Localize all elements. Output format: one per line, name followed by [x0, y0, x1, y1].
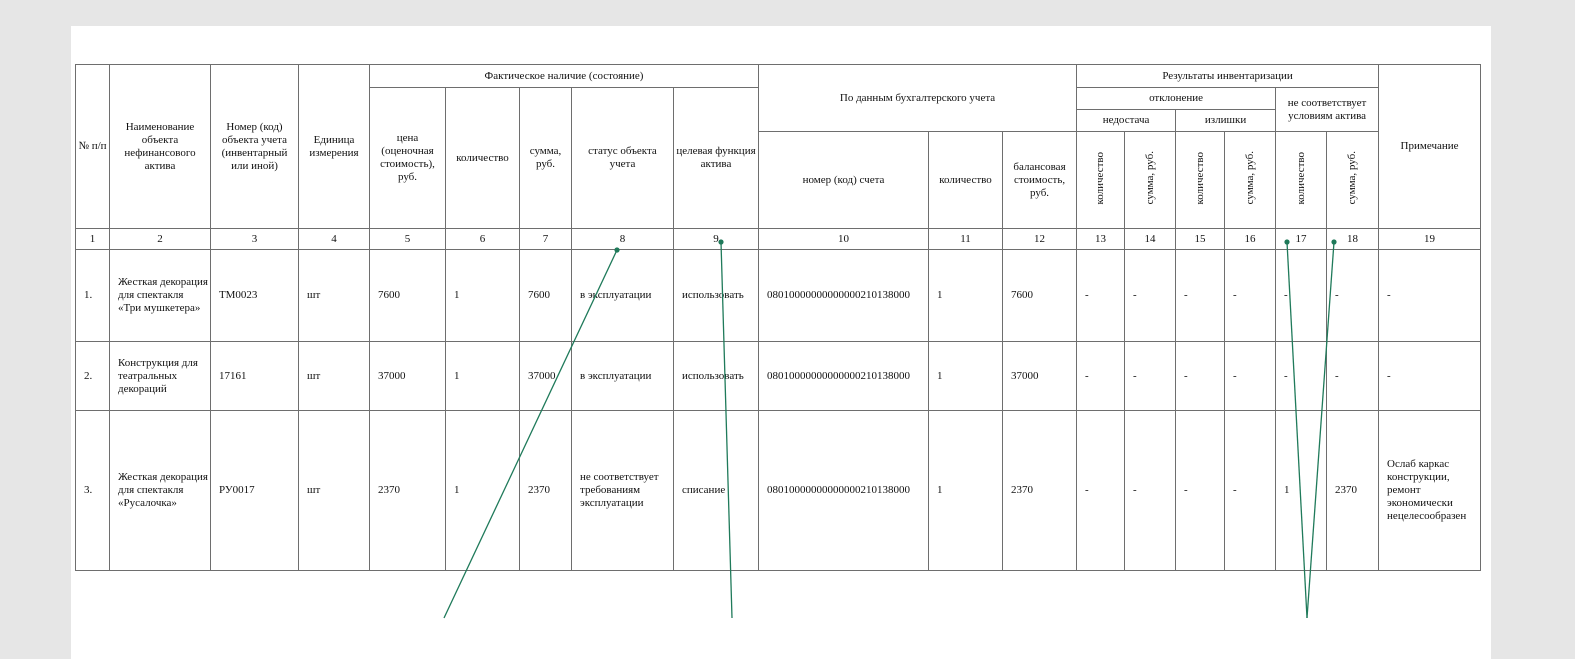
column-number-cell: 19: [1379, 229, 1481, 250]
table-cell: -: [1176, 342, 1225, 411]
header-cell-vertical: [1077, 132, 1125, 229]
header-cell: статус объекта учета: [572, 88, 674, 229]
column-number-cell: 15: [1176, 229, 1225, 250]
column-number-cell: 1: [76, 229, 110, 250]
header-group-fact: Фактическое наличие (состояние): [370, 65, 759, 88]
table-cell: Жесткая декорация для спектакля «Русалочка»: [110, 411, 211, 571]
table-cell: Жесткая декорация для спектакля «Три мушкетера»: [110, 250, 211, 342]
table-cell: 7600: [1003, 250, 1077, 342]
header-cell-vertical: [1125, 132, 1176, 229]
vertical-label: сумма, руб.: [1346, 151, 1359, 205]
vertical-label: количество: [1193, 151, 1206, 205]
header-cell: номер (код) счета: [759, 132, 929, 229]
table-cell: 1: [929, 342, 1003, 411]
table-cell: -: [1077, 411, 1125, 571]
column-number-cell: 16: [1225, 229, 1276, 250]
table-cell: использовать: [674, 342, 759, 411]
column-number-cell: 3: [211, 229, 299, 250]
table-cell: 2370: [1003, 411, 1077, 571]
table-cell: шт: [299, 411, 370, 571]
table-cell: 7600: [370, 250, 446, 342]
table-cell: 2370: [370, 411, 446, 571]
table-cell: -: [1276, 250, 1327, 342]
header-cell: количество: [446, 88, 520, 229]
table-cell: РУ0017: [211, 411, 299, 571]
header-cell: цена (оценочная стоимость), руб.: [370, 88, 446, 229]
column-number-cell: 17: [1276, 229, 1327, 250]
column-number-cell: 4: [299, 229, 370, 250]
table-cell: 7600: [520, 250, 572, 342]
column-number-cell: 8: [572, 229, 674, 250]
table-cell: Конструкция для театральных декораций: [110, 342, 211, 411]
header-group-results: Результаты инвентаризации: [1077, 65, 1379, 88]
table-cell: 1: [446, 250, 520, 342]
table-cell: -: [1225, 342, 1276, 411]
column-number-cell: 13: [1077, 229, 1125, 250]
vertical-label: сумма, руб.: [1143, 151, 1156, 205]
header-cell: сумма, руб.: [520, 88, 572, 229]
table-cell: 37000: [520, 342, 572, 411]
document-page: [71, 26, 1491, 659]
table-cell: 08010000000000000210138000: [759, 250, 929, 342]
table-cell: в эксплуатации: [572, 342, 674, 411]
table-cell: 08010000000000000210138000: [759, 411, 929, 571]
table-cell: -: [1125, 411, 1176, 571]
table-cell: 37000: [1003, 342, 1077, 411]
header-group-shortage: недостача: [1077, 110, 1176, 132]
table-cell: -: [1077, 250, 1125, 342]
header-group-deviation: отклонение: [1077, 88, 1276, 110]
table-row: [76, 250, 1481, 342]
table-cell: 1: [929, 411, 1003, 571]
table-cell: 1: [1276, 411, 1327, 571]
table-cell: 2370: [1327, 411, 1379, 571]
header-cell: Номер (код) объекта учета (инвентарный или иной): [211, 65, 299, 229]
column-number-cell: 18: [1327, 229, 1379, 250]
vertical-label: сумма, руб.: [1243, 151, 1256, 205]
vertical-label: количество: [1294, 151, 1307, 205]
header-cell-vertical: [1225, 132, 1276, 229]
inventory-table: [75, 64, 1481, 571]
table-cell: ТМ0023: [211, 250, 299, 342]
table-header: [76, 65, 1481, 250]
table-cell: -: [1225, 250, 1276, 342]
table-cell: -: [1276, 342, 1327, 411]
table-cell: 17161: [211, 342, 299, 411]
table-cell: 08010000000000000210138000: [759, 342, 929, 411]
table-cell: 2.: [76, 342, 110, 411]
table-cell: -: [1176, 250, 1225, 342]
header-cell-vertical: [1176, 132, 1225, 229]
header-cell-vertical: [1327, 132, 1379, 229]
column-number-cell: 11: [929, 229, 1003, 250]
table-cell: не соответствует требованиям эксплуатации: [572, 411, 674, 571]
table-cell: -: [1125, 250, 1176, 342]
table-cell: 1: [929, 250, 1003, 342]
header-group-accounting: По данным бухгалтерского учета: [759, 65, 1077, 132]
table-cell: 1.: [76, 250, 110, 342]
table-cell: шт: [299, 250, 370, 342]
header-group-mismatch: не соответствует условиям актива: [1276, 88, 1379, 132]
table-cell: -: [1379, 342, 1481, 411]
column-number-cell: 9: [674, 229, 759, 250]
table-cell: Ослаб каркас конструкции, ремонт экономически нецелесообразен: [1379, 411, 1481, 571]
header-cell: целевая функция актива: [674, 88, 759, 229]
column-number-cell: 7: [520, 229, 572, 250]
header-cell: № п/п: [76, 65, 110, 229]
table-cell: в эксплуатации: [572, 250, 674, 342]
table-cell: 1: [446, 342, 520, 411]
header-cell: балансовая стоимость, руб.: [1003, 132, 1077, 229]
table-row: [76, 342, 1481, 411]
column-number-cell: 5: [370, 229, 446, 250]
column-number-cell: 12: [1003, 229, 1077, 250]
table-cell: 37000: [370, 342, 446, 411]
table-cell: списание: [674, 411, 759, 571]
column-number-cell: 6: [446, 229, 520, 250]
table-cell: -: [1225, 411, 1276, 571]
column-number-cell: 14: [1125, 229, 1176, 250]
column-number-cell: 10: [759, 229, 929, 250]
table-cell: 3.: [76, 411, 110, 571]
table-body: [76, 250, 1481, 571]
column-number-cell: 2: [110, 229, 211, 250]
header-cell-vertical: [1276, 132, 1327, 229]
header-cell: Наименование объекта нефинансового актива: [110, 65, 211, 229]
table-cell: использовать: [674, 250, 759, 342]
table-cell: -: [1327, 250, 1379, 342]
table-cell: 1: [446, 411, 520, 571]
table-cell: 2370: [520, 411, 572, 571]
table-cell: -: [1379, 250, 1481, 342]
column-numbers-row: [76, 229, 1481, 250]
header-group-surplus: излишки: [1176, 110, 1276, 132]
table-row: [76, 411, 1481, 571]
table-cell: -: [1077, 342, 1125, 411]
header-cell: Примечание: [1379, 65, 1481, 229]
table-cell: -: [1176, 411, 1225, 571]
vertical-label: количество: [1094, 151, 1107, 205]
header-cell: количество: [929, 132, 1003, 229]
table-cell: шт: [299, 342, 370, 411]
table-cell: -: [1327, 342, 1379, 411]
table-cell: -: [1125, 342, 1176, 411]
header-cell: Единица измерения: [299, 65, 370, 229]
